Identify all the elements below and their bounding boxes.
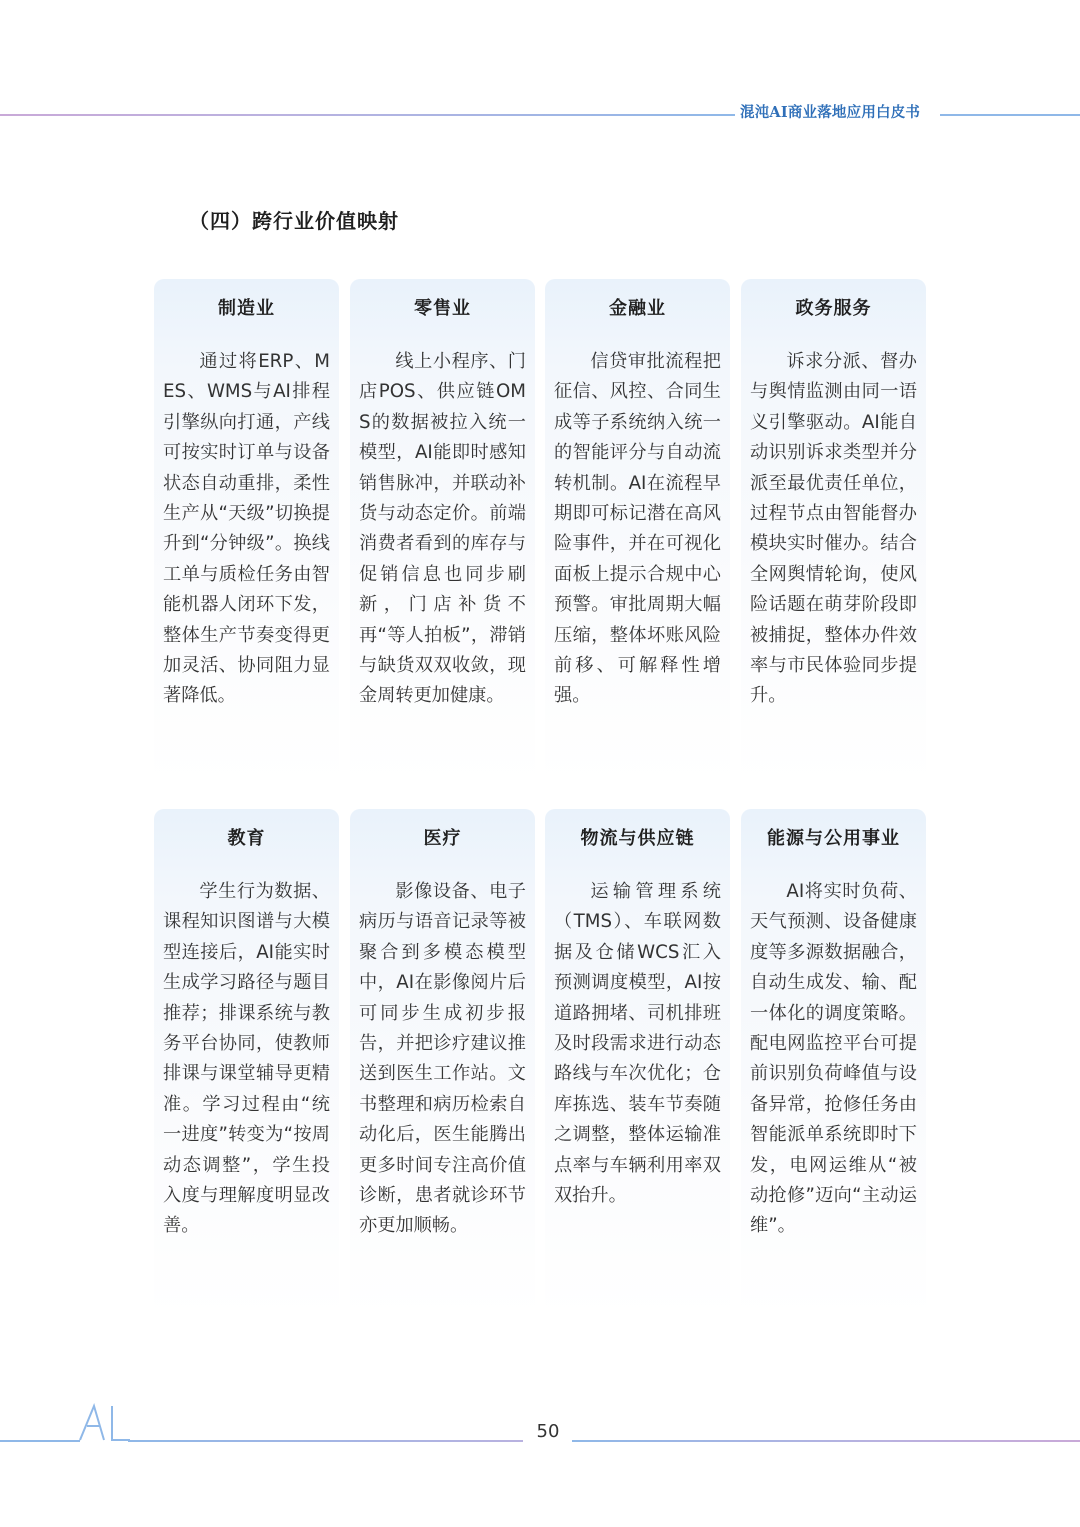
industry-card-education xyxy=(154,809,339,1319)
card-body: 运输管理系统（TMS）、车联网数据及仓储WCS汇入预测调度模型，AI按道路拥堵、司机排班及时段需求进行动态路线与车次优化；仓库拣选、装车节奏随之调整，整体运输准点率与车辆利用率双双抬升。 xyxy=(554,881,721,1207)
card-body: AI将实时负荷、天气预测、设备健康度等多源数据融合，自动生成发、输、配一体化的调度策略。配电网监控平台可提前识别负荷峰值与设备异常，抢修任务由智能派单系统即时下发，电网运维从“被动抢修”迈向“主动运维”。 xyxy=(750,881,917,1237)
card-body: 影像设备、电子病历与语音记录等被聚合到多模态模型中，AI在影像阅片后可同步生成初步报告，并把诊疗建议推送到医生工作站。文书整理和病历检索自动化后，医生能腾出更多时间专注高价值诊断，患者就诊环节亦更加顺畅。 xyxy=(359,881,526,1237)
header-rule-left xyxy=(0,114,735,116)
card-body: 通过将ERP、MES、WMS与AI排程引擎纵向打通，产线可按实时订单与设备状态自动重排，柔性生产从“天级”切换提升到“分钟级”。换线工单与质检任务由智能机器人闭环下发，整体生产节奏变得更加灵活、协同阻力显著降低。 xyxy=(163,351,330,707)
industry-card-finance xyxy=(545,279,730,784)
card-title: 零售业 xyxy=(414,298,471,319)
footer-rule-left xyxy=(0,1440,80,1442)
industry-card-manufacturing xyxy=(154,279,339,784)
footer-rule-right xyxy=(572,1440,1080,1442)
ai-logo-icon xyxy=(78,1402,130,1442)
footer-rule-middle xyxy=(128,1440,523,1442)
card-body: 信贷审批流程把征信、风控、合同生成等子系统纳入统一的智能评分与自动流转机制。AI在流程早期即可标记潜在高风险事件，并在可视化面板上提示合规中心预警。审批周期大幅压缩，整体坏账风险前移、可解释性增强。 xyxy=(554,351,721,707)
card-title: 教育 xyxy=(227,828,266,849)
section-heading: （四）跨行业价值映射 xyxy=(189,209,399,233)
header-rule-right xyxy=(940,114,1080,116)
industry-card-healthcare xyxy=(350,809,535,1319)
card-title: 能源与公用事业 xyxy=(767,828,900,849)
industry-card-retail xyxy=(350,279,535,784)
card-body: 诉求分派、督办与舆情监测由同一语义引擎驱动。AI能自动识别诉求类型并分派至最优责任单位，过程节点由智能督办模块实时催办。结合全网舆情轮询，使风险话题在萌芽阶段即被捕捉，整体办件效率与市民体验同步提升。 xyxy=(750,351,917,707)
card-title: 物流与供应链 xyxy=(580,828,695,849)
card-body: 线上小程序、门店POS、供应链OMS的数据被拉入统一模型，AI能即时感知销售脉冲，并联动补货与动态定价。前端消费者看到的库存与促销信息也同步刷新，门店补货不再“等人拍板”，滞销与缺货双双收敛，现金周转更加健康。 xyxy=(359,351,526,707)
card-body: 学生行为数据、课程知识图谱与大模型连接后，AI能实时生成学习路径与题目推荐；排课系统与教务平台协同，使教师排课与课堂辅导更精准。学习过程由“统一进度”转变为“按周动态调整”，学生投入度与理解度明显改善。 xyxy=(163,881,330,1237)
running-header-title: 混沌AI商业落地应用白皮书 xyxy=(740,104,921,121)
card-title: 金融业 xyxy=(609,298,666,319)
card-title: 政务服务 xyxy=(795,298,872,319)
card-title: 医疗 xyxy=(423,828,462,849)
card-title: 制造业 xyxy=(218,298,275,319)
page-number: 50 xyxy=(536,1421,560,1442)
industry-card-government xyxy=(741,279,926,784)
industry-card-energy xyxy=(741,809,926,1319)
industry-card-logistics xyxy=(545,809,730,1319)
